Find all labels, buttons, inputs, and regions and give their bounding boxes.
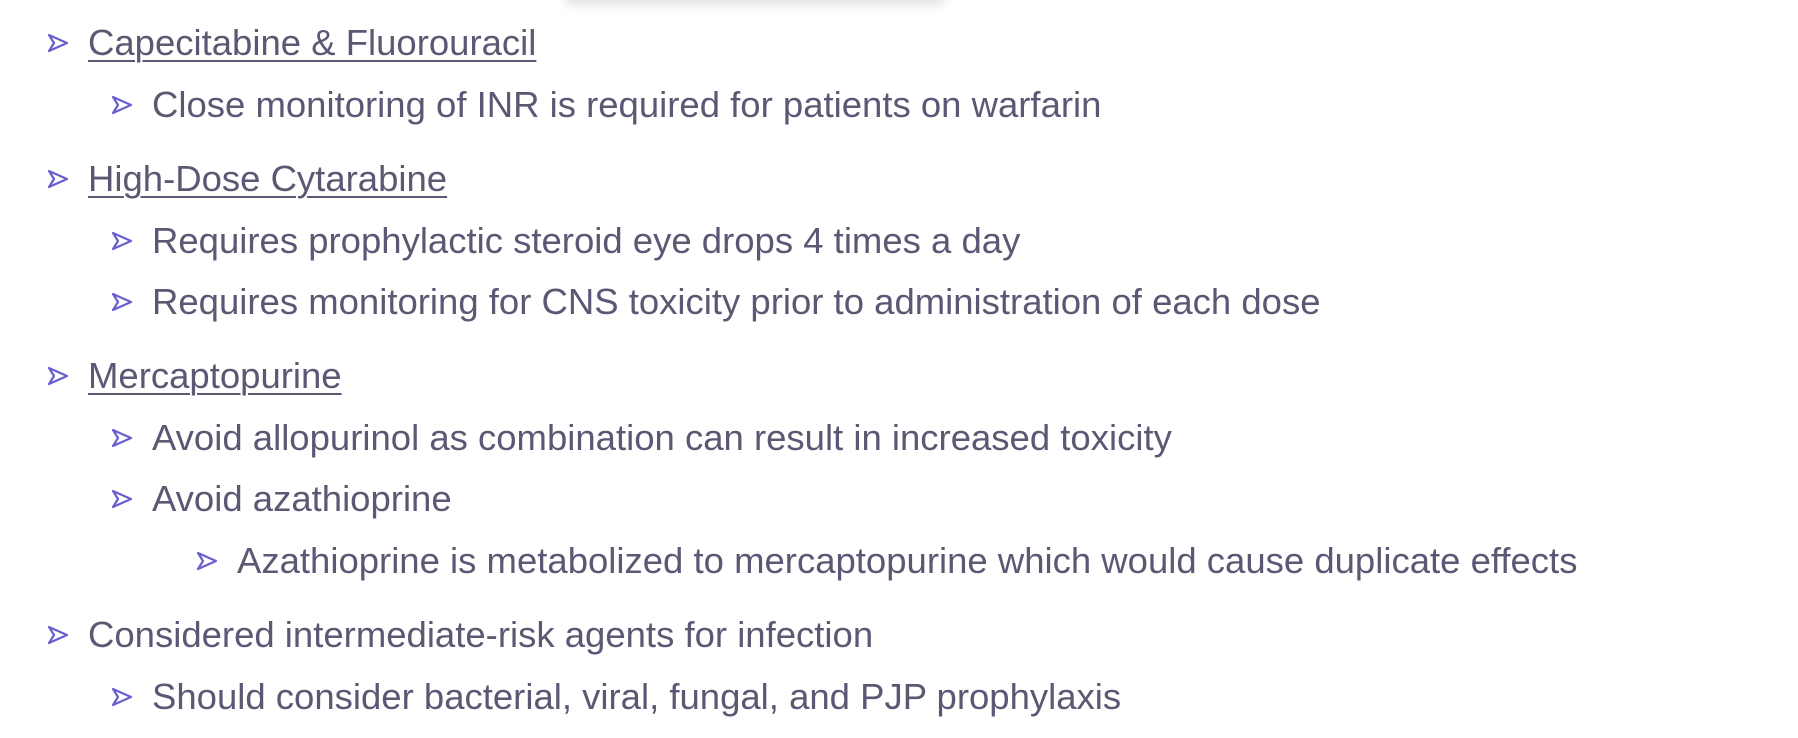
bullet-text: Requires prophylactic steroid eye drops 4 times a day xyxy=(152,220,1021,261)
bullet-text: Should consider bacterial, viral, fungal, and PJP prophylaxis xyxy=(152,676,1122,717)
arrowhead-bullet-icon xyxy=(46,168,70,190)
arrowhead-bullet-icon xyxy=(110,427,134,449)
arrowhead-bullet-icon xyxy=(110,94,134,116)
arrowhead-bullet-icon xyxy=(110,488,134,510)
arrowhead-bullet-icon xyxy=(110,230,134,252)
bullet-item xyxy=(46,154,447,204)
bullet-heading: High-Dose Cytarabine xyxy=(88,158,448,199)
bullet-heading: Mercaptopurine xyxy=(88,355,342,396)
arrowhead-bullet-icon xyxy=(46,32,70,54)
bullet-heading: Capecitabine & Fluorouracil xyxy=(88,22,537,63)
arrowhead-bullet-icon xyxy=(110,686,134,708)
arrowhead-bullet-icon xyxy=(110,291,134,313)
bullet-item xyxy=(110,413,1172,463)
arrowhead-bullet-icon xyxy=(195,550,219,572)
bullet-text: Avoid allopurinol as combination can result in increased toxicity xyxy=(152,417,1172,458)
arrowhead-bullet-icon xyxy=(46,624,70,646)
arrowhead-bullet-icon xyxy=(46,365,70,387)
bullet-item xyxy=(46,18,536,68)
bullet-item xyxy=(110,216,1020,266)
bullet-item xyxy=(46,351,342,401)
bullet-text: Azathioprine is metabolized to mercaptopurine which would cause duplicate effects xyxy=(237,540,1578,581)
bullet-item xyxy=(110,672,1121,722)
bullet-text: Close monitoring of INR is required for patients on warfarin xyxy=(152,84,1102,125)
bullet-item xyxy=(110,474,452,524)
bullet-heading: Considered intermediate-risk agents for infection xyxy=(88,614,874,655)
bullet-item xyxy=(110,277,1321,327)
bullet-item xyxy=(110,80,1101,130)
bullet-text: Requires monitoring for CNS toxicity prior to administration of each dose xyxy=(152,281,1321,322)
bullet-text: Avoid azathioprine xyxy=(152,478,452,519)
bullet-item xyxy=(46,610,873,660)
bullet-item xyxy=(195,536,1577,586)
